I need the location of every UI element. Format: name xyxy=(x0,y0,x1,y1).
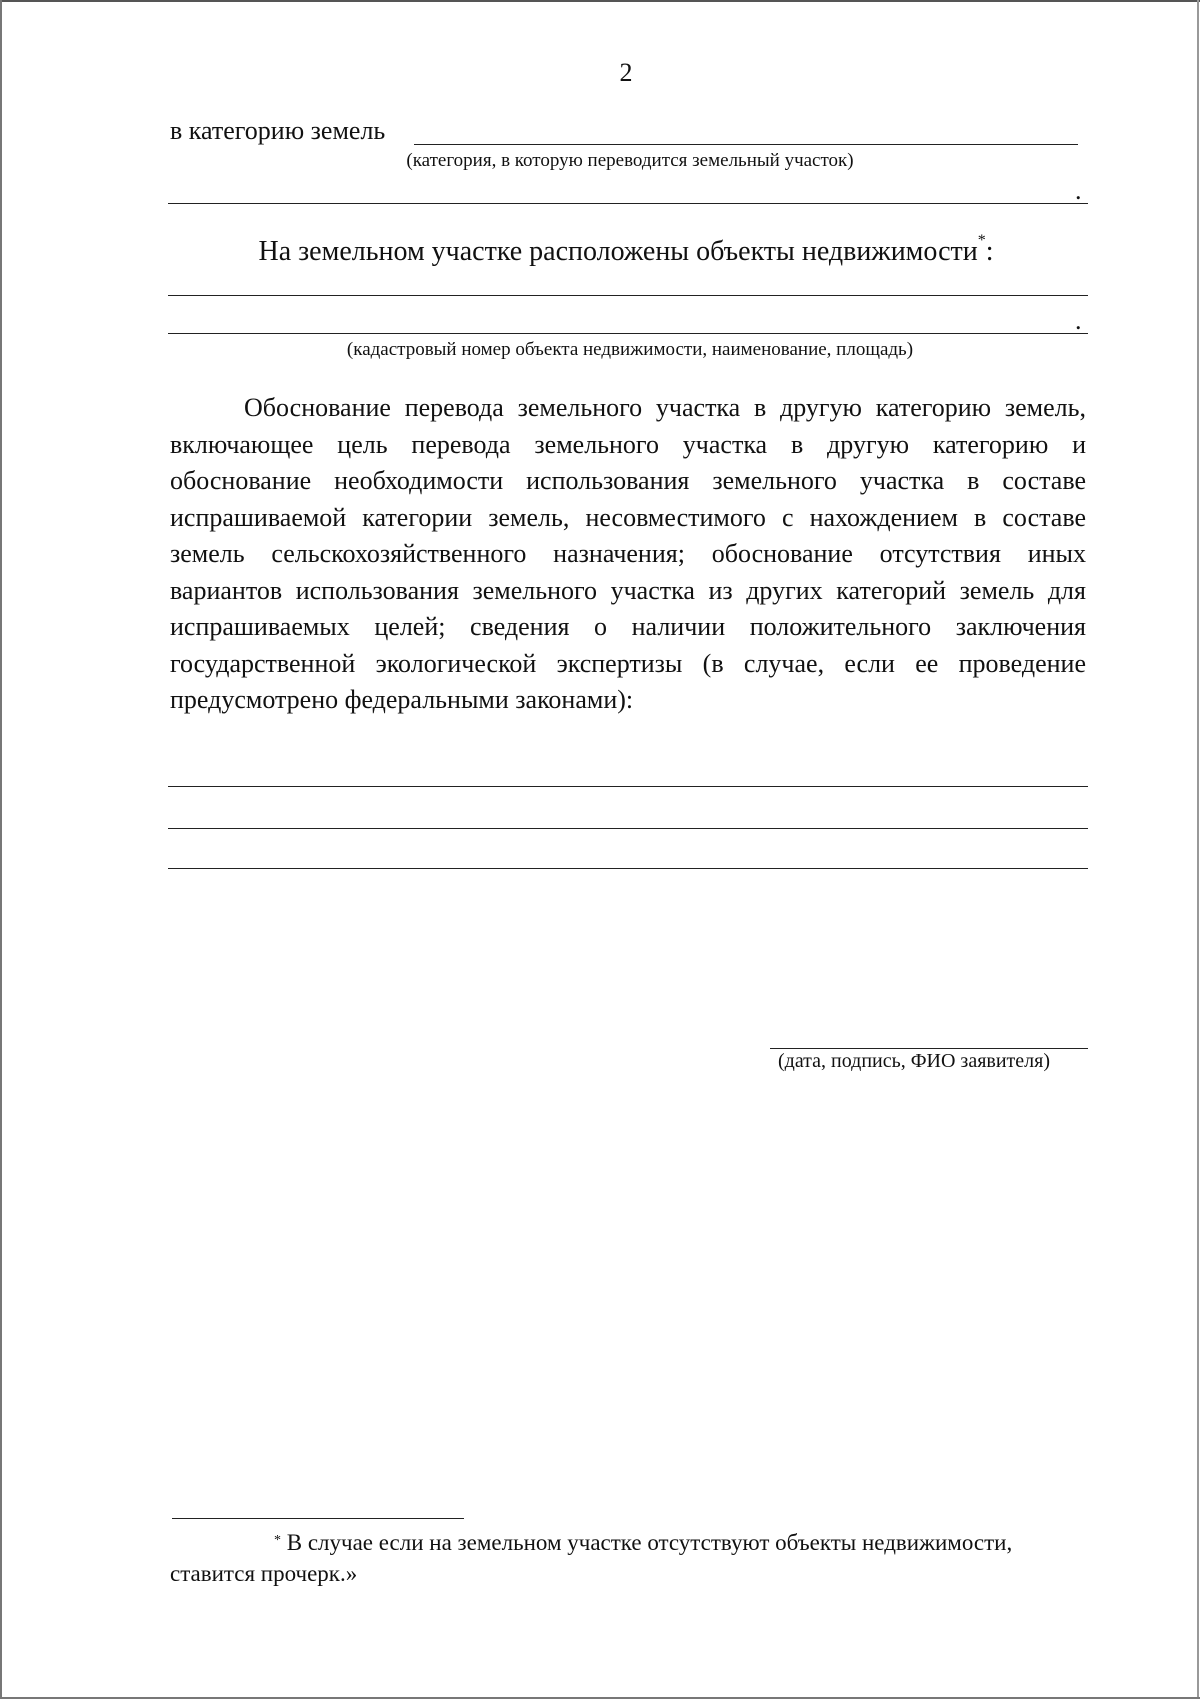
real-estate-heading xyxy=(0,232,1200,268)
real-estate-heading-text: На земельном участке расположены объекты недвижимости xyxy=(258,236,978,267)
justification-line-1 xyxy=(168,786,1088,787)
signature-line xyxy=(770,1048,1088,1049)
category-caption: (категория, в которую переводится земельный участок) xyxy=(406,150,854,171)
footnote-reference-mark: * xyxy=(977,232,986,249)
category-input-line xyxy=(414,144,1078,145)
footnote-mark: * xyxy=(274,1533,281,1548)
category-continuation-line xyxy=(168,203,1088,204)
page-border-top xyxy=(0,0,1200,2)
real-estate-line-2 xyxy=(168,333,1088,334)
real-estate-line-1 xyxy=(168,295,1088,296)
justification-line-3 xyxy=(168,868,1088,869)
footnote-separator xyxy=(172,1518,464,1519)
signature-caption: (дата, подпись, ФИО заявителя) xyxy=(777,1050,1051,1072)
category-label: в категорию земель xyxy=(170,116,386,145)
page-number: 2 xyxy=(619,58,633,87)
justification-paragraph: Обоснование перевода земельного участка в другую категорию земель, включающее цель перевода земельного участка в другую категорию и обоснование необходимости использования земельного участка в составе испрашиваемой категории земель, несовместимого с нахождением в составе земель сельскохозяйственного назначения; обоснование отсутствия иных вариантов использования земельного участка из других категорий земель для испрашиваемых целей; сведения о наличии положительного заключения государственной экологической экспертизы (в случае, если ее проведение предусмотрено федеральными законами): xyxy=(170,393,1086,714)
footnote xyxy=(170,1527,1086,1589)
justification-line-2 xyxy=(168,828,1088,829)
real-estate-line-period: . xyxy=(1075,306,1082,335)
real-estate-caption: (кадастровый номер объекта недвижимости, наименование, площадь) xyxy=(346,339,914,360)
category-line-period: . xyxy=(1075,176,1082,205)
footnote-text: В случае если на земельном участке отсутствуют объекты недвижимости, ставится прочерк.» xyxy=(170,1530,1013,1586)
real-estate-heading-colon: : xyxy=(985,236,994,267)
